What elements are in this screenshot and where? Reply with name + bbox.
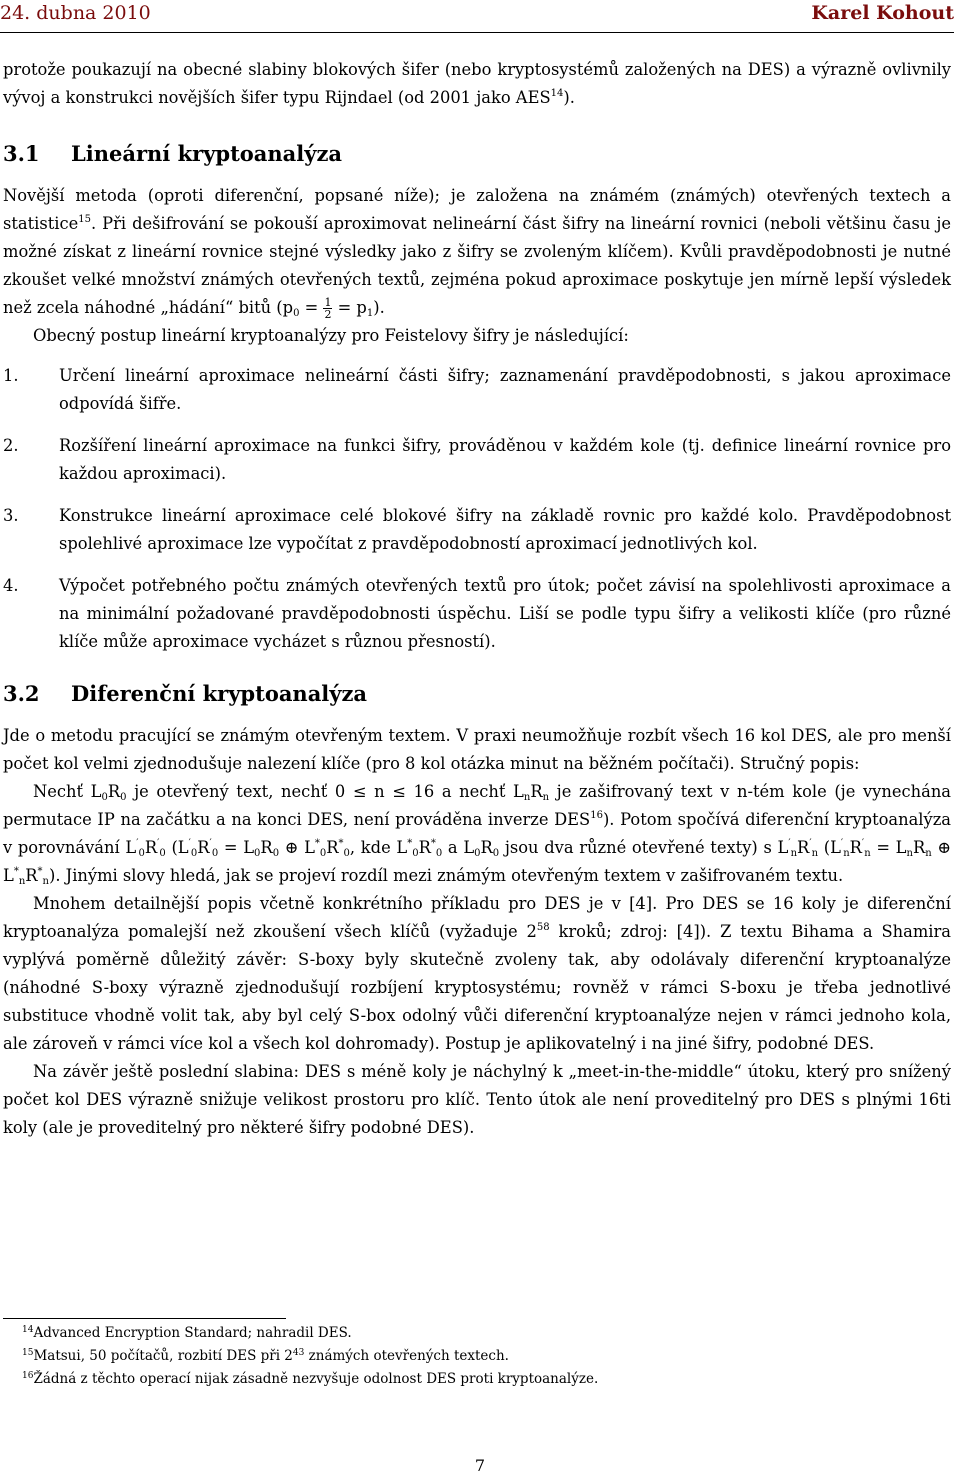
differential-paragraph-3: Mnohem detailnější popis včetně konkrétního příkladu pro DES je v [4]. Pro DES se 16 koly je diferenční kryptoanalýza pomalejší než zkoušení všech klíčů (vyžaduje $2^{58}$ kroků; zdroj: [4]). Z textu Bihama a Shamira vyplývá poměrně důležitý závěr: S-boxy byly skutečně zvoleny tak, aby odolávaly diferenční kryptoanalýze (náhodné S-boxy výrazně zjednodušují rozbíjení kryptosystému; rovněž v rámci S-boxu je třeba jednotlivé substituce vhodně volit tak, aby byl celý S-box odolný vůči diferenční kryptoanalýze nejen v rámci jednoho kola, ale zároveň v rámci více kol a všech kol dohromady). Postup je aplikovatelný i na jiné šifry, podobné DES.: [3, 894, 951, 1053]
list-item: 4. Výpočet potřebného počtu známých otevřených textů pro útok; počet závisí na spolehlivosti aproximace a na minimální požadované pravděpodobnosti úspěchu. Liší se podle typu šifry a velikosti klíče (pro různé klíče může aproximace vycházet s různou přesností).: [3, 576, 951, 651]
fraction: $\frac{1}{2}$: [324, 296, 332, 321]
intro-paragraph: protože poukazují na obecné slabiny blokových šifer (nebo kryptosystémů založených na DES) a výrazně ovlivnily vývoj a konstrukci novějších šifer typu Rijndael (od 2001 jako AES$^{14}$).: [3, 60, 951, 107]
footnote: $^{15}$Matsui, 50 počítačů, rozbití DES při $2^{43}$ známých otevřených textech.: [22, 1348, 509, 1364]
section-heading-linear: 3.1 Lineární kryptoanalýza: [3, 141, 343, 166]
list-item: 1. Určení lineární aproximace nelineární části šifry; zaznamenání pravděpodobnosti, s jakou aproximace odpovídá šifře.: [3, 366, 951, 413]
footnotes: [22, 1322, 942, 1391]
section-heading-differential: 3.2 Diferenční kryptoanalýza: [3, 681, 368, 706]
procedure-list: [3, 362, 951, 656]
footnote: $^{14}$Advanced Encryption Standard; nahradil DES.: [22, 1325, 352, 1341]
differential-paragraph-4: Na závěr ještě poslední slabina: DES s méně koly je náchylný k „meet-in-the-middle“ útoku, který pro snížený počet kol DES výrazně snižuje velikost prostoru pro klíč. Tento útok ale není proveditelný pro DES s plnými 16ti koly (ale je proveditelný pro některé šifry podobné DES).: [3, 1062, 951, 1137]
linear-paragraph-2: Obecný postup lineární kryptoanalýzy pro Feistelovy šifry je následující:: [33, 326, 629, 345]
differential-paragraph-1: Jde o metodu pracující se známým otevřeným textem. V praxi neumožňuje rozbít všech 16 kol DES, ale pro menší počet kol velmi zjednodušuje nalezení klíče (pro 8 kol otázka minut na běžném počítači). Stručný popis:: [3, 726, 951, 773]
footnote: $^{16}$Žádná z těchto operací nijak zásadně nezvyšuje odolnost DES proti kryptoanalýze.: [22, 1371, 599, 1387]
page-body: [3, 56, 951, 1142]
linear-paragraph-1: Novější metoda (oproti diferenční, popsané níže); je založena na známém (známých) otevřených textech a statistice$^{15}$. Při dešifrování se pokouší aproximovat nelineární část šifry na lineární rovnici (neboli většinu času je možné získat z lineární rovnice stejné výsledky jako z šifry se zvoleným klíčem). Kvůli pravděpodobnosti je nutné zkoušet velké množství známých otevřených textů, zejména pokud aproximace poskytuje jen mírně lepší výsledek než zcela náhodné „hádání“ bitů ($p_0$ = $\frac{1}{2}$ = $p_1$).: [3, 186, 951, 321]
header-date: 24. dubna 2010: [0, 2, 151, 24]
footnote-rule: [3, 1318, 286, 1319]
header-rule: [0, 32, 954, 33]
list-item: 3. Konstrukce lineární aproximace celé blokové šifry na základě rovnic pro každé kolo. Pravděpodobnost spolehlivé aproximace lze vypočítat z pravděpodobností aproximací jednotlivých kol.: [3, 506, 951, 553]
list-item: 2. Rozšíření lineární aproximace na funkci šifry, prováděnou v každém kole (tj. definice lineární rovnice pro každou aproximaci).: [3, 436, 951, 483]
page-number: 7: [474, 1456, 486, 1475]
header-author: Karel Kohout: [811, 2, 954, 24]
differential-paragraph-2: Nechť $L_0R_0$ je otevřený text, nechť 0 ≤ n ≤ 16 a nechť $L_nR_n$ je zašifrovaný text v n-tém kole (je vynechána permutace IP na začátku a na konci DES, není prováděna inverze DES$^{16}$). Potom spočívá diferenční kryptoanalýza v porovnávání $L'_0R'_0$ ($L'_0R'_0 = L_0R_0$ ⊕ $L^*_0R^*_0$, kde $L^*_0R^*_0$ a $L_0R_0$ jsou dva různé otevřené texty) s $L'_nR'_n$ ($L'_nR'_n = L_nR_n$ ⊕ $L^*_nR^*_n$). Jinými slovy hledá, jak se projeví rozdíl mezi známým otevřeným textem v zašifrovaném textu.: [3, 782, 952, 887]
